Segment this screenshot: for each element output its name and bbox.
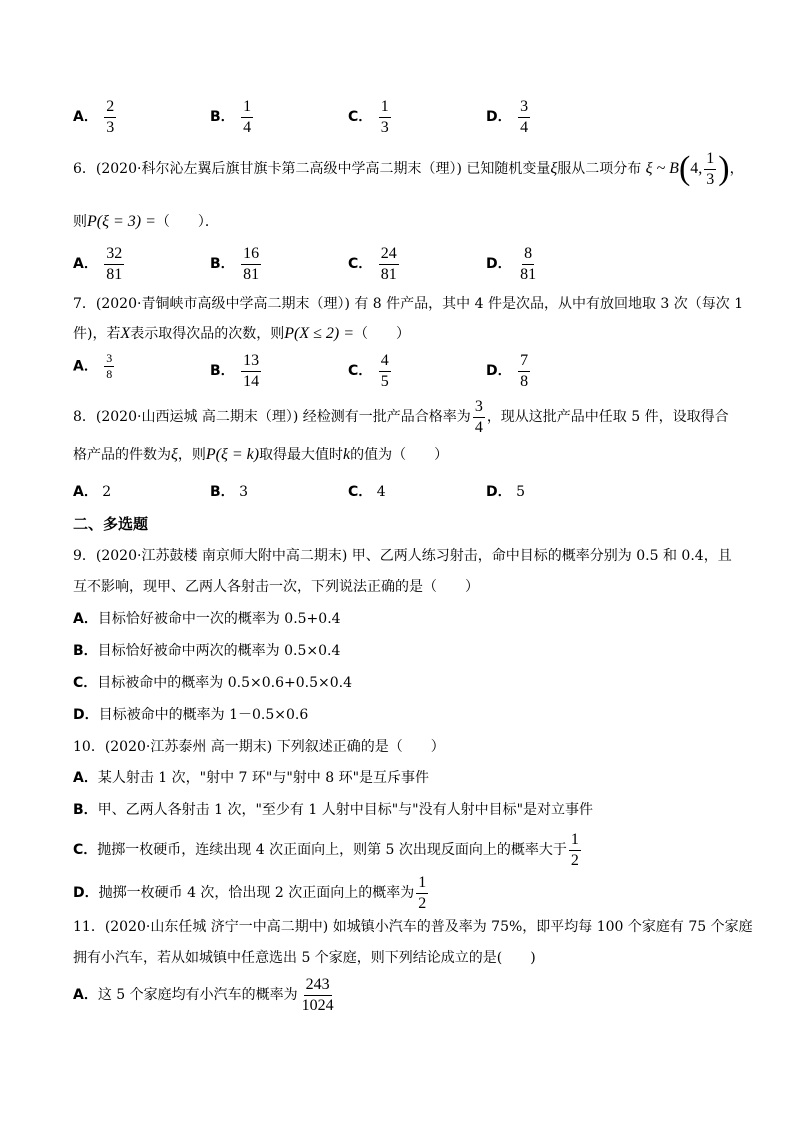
q8-question: 格产品的件数为ξ，则P(ξ = k)取得最大值时k的值为（ ） bbox=[73, 446, 449, 463]
q10-option-d: D．抛掷一枚硬币 4 次，恰出现 2 次正面向上的概率为 $\frac{1}{2}$ bbox=[73, 874, 427, 912]
fraction: $\frac{2}{3}$ bbox=[106, 98, 115, 136]
q8-option-a: A． 2 bbox=[73, 484, 112, 500]
fraction: $\frac{243}{1024}$ bbox=[301, 976, 334, 1014]
q11-option-a: A．这 5 个家庭均有小汽车的概率为 $\frac{243}{1024}$ bbox=[73, 976, 334, 1014]
option-label: C． bbox=[348, 109, 373, 126]
q5-option-a bbox=[73, 98, 118, 136]
q11-stem: 11．(2020·山东任城 济宁一中高二期中) 如城镇小汽车的普及率为 75%，即平均每 100 个家庭有 75 个家庭 bbox=[73, 919, 753, 935]
option-label: D． bbox=[486, 256, 512, 273]
q7-option-d bbox=[486, 352, 532, 390]
q7-option-a bbox=[73, 352, 116, 381]
q7-stem: 7．(2020·青铜峡市高级中学高二期末（理）) 有 8 件产品，其中 4 件是次品，从中有放回地取 3 次（每次 1 bbox=[73, 296, 744, 312]
q6-option-b bbox=[210, 245, 263, 283]
fraction: $\frac{3}{4}$ bbox=[474, 398, 483, 436]
q10-option-c: C．抛掷一枚硬币，连续出现 4 次正面向上，则第 5 次出现反面向上的概率大于 $\frac{1}{2}$ bbox=[73, 831, 579, 869]
option-label: C． bbox=[348, 256, 373, 273]
q7-option-c bbox=[348, 352, 393, 390]
q6-question: 则P(ξ = 3) =（ ）． bbox=[73, 213, 219, 230]
q8-option-c: C． 4 bbox=[348, 484, 386, 500]
option-label: C． bbox=[348, 363, 373, 380]
option-label: B． bbox=[210, 363, 235, 380]
q10-option-a: A．某人射击 1 次，"射中 7 环"与"射中 8 环"是互斥事件 bbox=[73, 770, 430, 786]
q8-option-b: B． 3 bbox=[210, 484, 249, 500]
fraction: $\frac{1}{2}$ bbox=[418, 874, 427, 912]
option-label: B． bbox=[210, 109, 235, 126]
option-label: B． bbox=[210, 256, 235, 273]
q9-question: 互不影响，现甲、乙两人各射击一次，下列说法正确的是（ ） bbox=[73, 579, 479, 595]
fraction: $\frac{1}{4}$ bbox=[243, 98, 252, 136]
q8-option-d: D． 5 bbox=[486, 484, 525, 500]
fraction: $\frac{16}{81}$ bbox=[243, 245, 260, 283]
q9-option-a: A．目标恰好被命中一次的概率为 0.5+0.4 bbox=[73, 611, 341, 627]
q6-option-d bbox=[486, 245, 540, 283]
q9-stem: 9．(2020·江苏鼓楼 南京师大附中高二期末) 甲、乙两人练习射击，命中目标的概率分别为 0.5 和 0.4，且 bbox=[73, 548, 732, 564]
q5-option-d bbox=[486, 98, 532, 136]
fraction: $\frac{32}{81}$ bbox=[106, 245, 123, 283]
fraction: $\frac{3}{8}$ bbox=[106, 351, 113, 382]
fraction: $\frac{8}{81}$ bbox=[520, 245, 537, 283]
q6-option-c bbox=[348, 245, 401, 283]
binomial-distribution: ξ ~ B bbox=[645, 160, 679, 178]
q10-option-b: B．甲、乙两人各射击 1 次，"至少有 1 人射中目标"与"没有人射中目标"是对立事件 bbox=[73, 802, 594, 818]
fraction: $\frac{13}{14}$ bbox=[243, 352, 260, 390]
q7-question: 件)，若X表示取得次品的次数，则P(X ≤ 2) =（ ） bbox=[73, 325, 411, 342]
section-heading: 二、多选题 bbox=[73, 515, 149, 533]
fraction: $\frac{7}{8}$ bbox=[520, 352, 529, 390]
q9-option-b: B．目标恰好被命中两次的概率为 0.5×0.4 bbox=[73, 643, 341, 659]
q6-stem: 6．(2020·科尔沁左翼后旗甘旗卡第二高级中学高二期末（理）) 已知随机变量ξ服从二项分布 ξ ~ B(4, $\frac{1}{3}$ )， bbox=[73, 150, 744, 188]
option-label: D． bbox=[486, 363, 512, 380]
option-label: A． bbox=[73, 256, 98, 273]
q9-option-d: D．目标被命中的概率为 1－0.5×0.6 bbox=[73, 707, 309, 723]
q9-option-c: C．目标被命中的概率为 0.5×0.6+0.5×0.4 bbox=[73, 675, 352, 691]
fraction: $\frac{1}{3}$ bbox=[380, 98, 389, 136]
q8-stem: 8．(2020·山西运城 高二期末（理）) 经检测有一批产品合格率为 $\frac{3}{4}$ ，现从这批产品中任取 5 件，设取得合 bbox=[73, 398, 729, 436]
fraction: $\frac{3}{4}$ bbox=[520, 98, 529, 136]
q5-option-b bbox=[210, 98, 255, 136]
option-label: A． bbox=[73, 358, 98, 375]
fraction: $\frac{24}{81}$ bbox=[380, 245, 397, 283]
option-label: A． bbox=[73, 109, 98, 126]
q5-option-c bbox=[348, 98, 393, 136]
fraction: $\frac{1}{2}$ bbox=[570, 831, 579, 869]
fraction: $\frac{4}{5}$ bbox=[380, 352, 389, 390]
option-label: D． bbox=[486, 109, 512, 126]
q11-question: 拥有小汽车，若从如城镇中任意选出 5 个家庭，则下列结论成立的是( ) bbox=[73, 950, 536, 966]
fraction: $\frac{1}{3}$ bbox=[706, 150, 715, 188]
q7-option-b bbox=[210, 352, 263, 390]
q6-option-a bbox=[73, 245, 126, 283]
q10-stem: 10．(2020·江苏泰州 高一期末) 下列叙述正确的是（ ） bbox=[73, 739, 445, 755]
